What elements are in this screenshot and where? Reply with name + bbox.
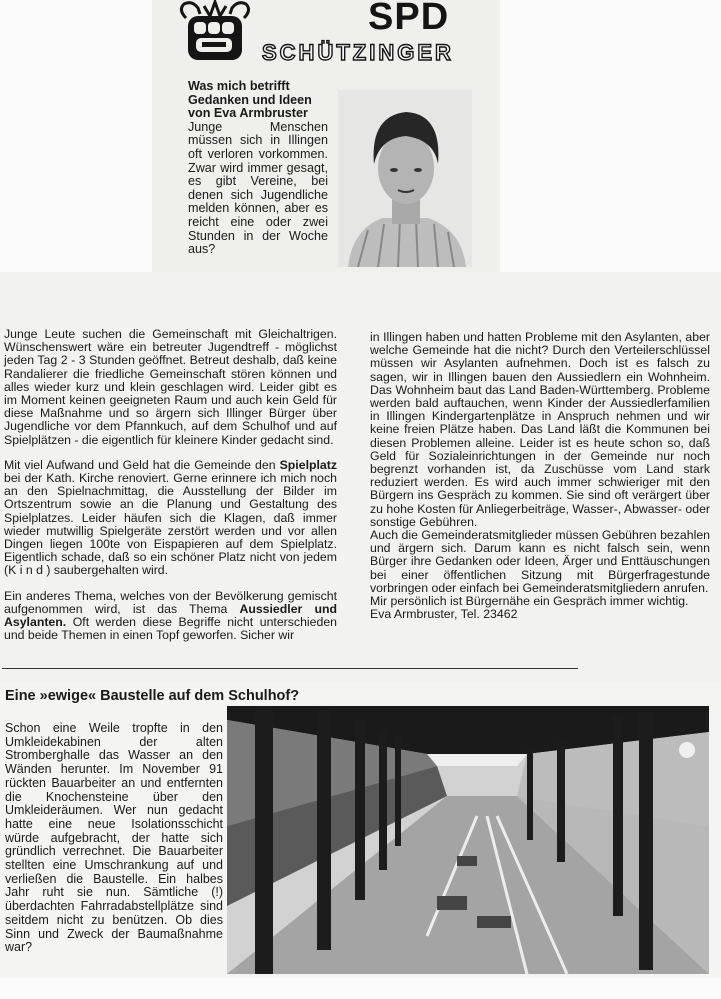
paragraph-council: Auch die Gemeinderatsmitglieder müssen Gebühren bezahlen und ärgern sich. Darum kann es nicht falsch sein, wenn Bürger ihre Gedanken oder Ideen, Ärger und Enttäuschungen bei einer öffentlichen Sitzung mit Bürgerfragestunde vorbringen oder einfach bei Gemeinderatsmitgliedern anrufen. [370,528,710,595]
text-run: Oft werden diese Begriffe nicht unterschieden und beide Themen in einen Topf geworfen. Sicher wir [4,615,337,643]
article-right-column [370,331,710,621]
party-name: SPD [368,0,450,38]
column-title-line-1: Was mich betrifft [188,79,290,93]
paragraph-asylum: in Illingen haben und hatten Probleme mit den Asylanten, aber welche Gemeinde hat die nicht? Durch den Verteilerschlüssel müssen wir Asylanten aufnehmen. Doch ist es falsch zu sagen, wir in Illingen bauen den Aussiedlern ein Wohnheim. Das Wohnheim baut das Land Baden-Württemberg. Probleme werden bald auftauchen, wenn Kinder der Aussiedlerfamilien in Illingen Kindergartenplätze in Anspruch nehmen und wir keine freien Plätze haben. Das Land läßt die Kommunen bei diesen Problemen alleine. Leider ist es heute schon so, daß Geld für Sozialeinrichtungen in der Gemeinde nur noch begrenzt vorhanden ist, da Zuschüsse vom Land stark reduziert werden. Es wird auch immer schwieriger mit den Bürgern ins Gespräch zu kommen. Sie sind oft verärgert über zu hohe Kosten für Anliegerbeiträge, Wasser-, Abwasser- oder sonstige Gebühren. [370,330,710,529]
page-bottom-margin [0,978,721,999]
highlight-aussiedler: Aussiedler und Asylanten. [4,601,337,630]
text-run: Ein anderes Thema, welches von der Bevölkerung gemischt aufgenommen wird, ist das Thema [4,588,337,616]
paragraph-closing: Mir persönlich ist Bürgernähe ein Gespräch immer wichtig. [370,594,689,609]
portrait-illustration [338,90,472,267]
text-run: Mit viel Aufwand und Geld hat die Gemeinde den [4,457,280,472]
column-title-line-2: Gedanken und Ideen [188,92,312,107]
construction-site-photo [227,706,709,974]
column-author-line: von Eva Armbruster [188,106,308,121]
paragraph-topic [4,590,337,643]
fist-with-rose-icon [178,0,252,62]
baustelle-headline: Eine »ewige« Baustelle auf dem Schulhof? [5,688,300,704]
highlight-spielplatz: Spielplatz [279,457,337,472]
page-margin-left [0,0,152,272]
article-left-column [4,328,337,642]
intro-text: Junge Menschen müssen sich in Illingen oft verloren vorkommen. Zwar wird immer gesagt, es gibt Vereine, bei denen sich Jugendliche melden können, aber es reicht eine oder zwei Stunden in der Woche aus? [188,119,328,257]
baustelle-text: Schon eine Weile tropfte in den Umkleidekabinen der alten Stromberghalle das Wasser an den Wänden herunter. Im November 91 rückten Bauarbeiter an und entfernten die Knochensteine über den Umkleideräumen. Wer nun gedacht hatte eine neue Isolationsschicht würde aufgebracht, der hatte sich gründlich verrechnet. Die Bauarbeiter stellten eine Umschrankung auf und verließen die Baustelle. Ein halbes Jahr ruht sie nun. Sämtliche (!) überdachten Fahrradabstellplätze sind seitdem nicht zu benützen. Ob dies Sinn und Zweck der Baumaßnahme war? [5,721,223,955]
section-divider [2,668,578,669]
page-margin-right [500,0,721,272]
author-portrait-photo [338,90,472,267]
paragraph-playground [4,459,337,578]
covered-walkway-illustration [227,706,709,974]
author-signature: Eva Armbruster, Tel. 23462 [370,607,518,622]
intro-box [188,80,328,257]
text-run: bei der Kath. Kirche renoviert. Gerne erinnere ich mich noch an den Spielnachmittag, die Ausstellung der Bilder im Ortszentrum sowie an die Planung und Gestaltung des Spielplatzes. Leider häufen sich die Klagen, daß immer wieder mutwillig Spielgeräte zerstört werden und vor allen Dingen liegen 100te von Eispapieren auf dem Spielplatz. Eigentlich schade, daß so ein schöner Platz nicht von jedem (K i n d ) saubergehalten wird. [4,471,337,578]
paragraph-youth: Junge Leute suchen die Gemeinschaft mit Gleichaltrigen. Wünschenswert wäre ein betreuter Jugendtreff - möglichst jeden Tag 2 - 3 Stunden geöffnet. Betreut deshalb, daß keine Randalierer die friedliche Gemeinschaft stören können und alles wieder kurz und klein geschlagen wird. Leider gibt es im Moment keinen geeigneten Raum und auch kein Geld für diese Maßnahme und so ärgern sich Illinger Bürger über Jugendliche vor dem Pfannkuch, auf dem Schulhof und auf Spielplätzen - die eigentlich für kleinere Kinder gedacht sind. [4,327,337,447]
newspaper-name: SCHÜTZINGER [262,40,454,65]
